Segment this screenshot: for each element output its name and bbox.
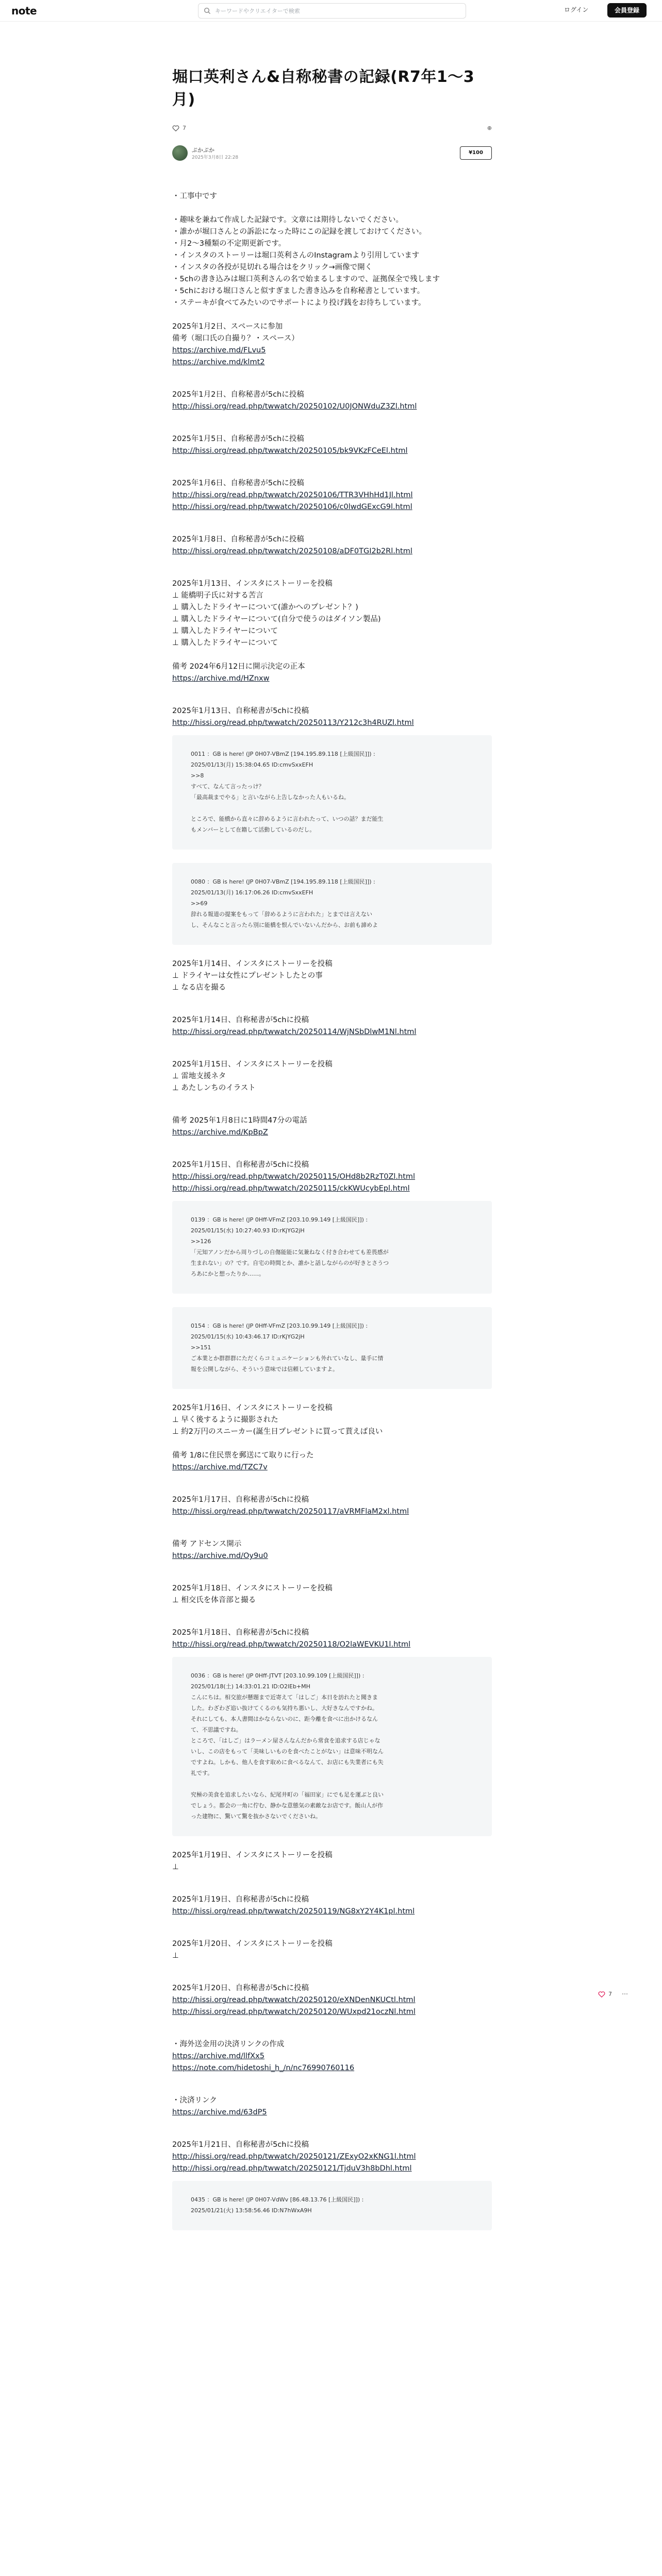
quote-line: >>126 (191, 1238, 211, 1245)
article-header (172, 66, 492, 111)
quote-line: すべて、なんて言ったっけ？ (191, 783, 264, 790)
quote-block (172, 1201, 492, 1294)
story-item[interactable]: ⊥ (172, 1952, 179, 1960)
quote-line: し、そんなこと言ったら別に能橋を恨んでいないんだから、お前も諦めよ (191, 922, 378, 928)
entry-heading: 2025年1月6日、自称秘書が5chに投稿 (172, 479, 304, 487)
floating-actions (598, 1990, 639, 2000)
quote-line: それにしても、本人書間はかならないのに、距今離を食べに出かけるなん (191, 1716, 378, 1722)
archive-link[interactable]: https://archive.md/63dP5 (172, 2108, 267, 2116)
note-line: 備考 アドセンス開示 (172, 1540, 242, 1548)
quote-line: 2025/01/15(水) 10:27:40.93 ID:rKjYG2jH (191, 1227, 305, 1234)
quote-line: 0139 ：GB is here! (JP 0Hff-VFmZ [203.10.99.149 [上級国民]]) : (191, 1216, 368, 1223)
quote-line: 2025/01/13(月) 16:17:06.26 ID:cmvSxxEFH (191, 889, 313, 896)
story-item[interactable]: ⊥ 早く後するように撮影された (172, 1416, 278, 1424)
body-line: ・5chの書き込みは堀口英利さんの名で始まるしますので、証拠保全で残します (172, 275, 440, 283)
hissi-link[interactable]: http://hissi.org/read.php/twwatch/20250121/ZExyO2xKNG1l.html (172, 2153, 416, 2161)
article-body (172, 191, 492, 2244)
floating-like-count[interactable]: 7 (608, 1991, 612, 1997)
entry-heading: 2025年1月20日、自称秘書が5chに投稿 (172, 1984, 309, 1992)
archive-link[interactable]: https://archive.md/KpBpZ (172, 1128, 268, 1137)
quote-block (172, 1657, 492, 1836)
quote-line: 0154 ：GB is here! (JP 0Hff-VFmZ [203.10.99.149 [上級国民]]) : (191, 1323, 368, 1329)
hissi-link[interactable]: http://hissi.org/read.php/twwatch/20250115/ckKWUcybEpl.html (172, 1184, 410, 1193)
archive-link[interactable]: https://archive.md/HZnxw (172, 674, 270, 683)
note-line: 備考 2025年1月8日に1時間47分の電話 (172, 1116, 307, 1125)
quote-line: 礼です。 (191, 1770, 213, 1776)
quote-line: 0435 ：GB is here! (JP 0H07-VdWv [86.48.13.76 [上級国民]]) : (191, 2196, 364, 2203)
entry-heading: 2025年1月2日、自称秘書が5chに投稿 (172, 391, 304, 399)
body-line: ・工事中です (172, 192, 217, 200)
story-item[interactable]: ⊥ あたしンちのイラスト (172, 1084, 256, 1092)
share-icon[interactable]: ⊕ (487, 125, 492, 131)
story-item[interactable]: ⊥ 購入したドライヤーについて(自分で使うのはダイソン製品) (172, 615, 381, 623)
quote-block (172, 735, 492, 850)
quote-line: ところで、「はしご」はラーメン屋さんなんだから常食を追求する店じゃな (191, 1737, 380, 1744)
entry-heading: 2025年1月18日、自称秘書が5chに投稿 (172, 1629, 309, 1637)
note-line: 備考 1/8に住民票を郵送にて取りに行った (172, 1451, 314, 1460)
more-icon[interactable]: ⋯ (622, 1990, 628, 1997)
hissi-link[interactable]: http://hissi.org/read.php/twwatch/20250105/bk9VKzFCeEl.html (172, 447, 408, 455)
quote-line: いし、この店をもって「美味しいものを食べたことがない」は意味不明なん (191, 1748, 384, 1755)
quote-line: ろあにかと想ったりか……。 (191, 1270, 264, 1277)
quote-line: 2025/01/13(月) 15:38:04.65 ID:cmvSxxEFH (191, 761, 313, 768)
archive-link[interactable]: https://archive.md/Oy9u0 (172, 1552, 268, 1560)
quote-line: 2025/01/18(土) 14:33:01.21 ID:O2lEb+MH (191, 1683, 310, 1690)
note-line: 備考 2024年6月12日に開示決定の正本 (172, 663, 305, 671)
entry-heading: 2025年1月15日、自称秘書が5chに投稿 (172, 1161, 309, 1169)
quote-line: 0080 ：GB is here! (JP 0H07-VBmZ [194.195.89.118 [上級国民]]) : (191, 878, 375, 885)
entry-heading: 2025年1月21日、自称秘書が5chに投稿 (172, 2141, 309, 2149)
hissi-link[interactable]: http://hissi.org/read.php/twwatch/20250114/WjNSbDlwM1Nl.html (172, 1028, 417, 1036)
archive-link[interactable]: https://archive.md/TZC7v (172, 1463, 268, 1471)
body-line: ・インスタの各投が見切れる場合はをクリック→画像で開く (172, 263, 373, 272)
story-item[interactable]: ⊥ 購入したドライヤーについて (172, 639, 278, 647)
quote-line: ところで、能橋から直々に辞めるように言われたって、いつの話？まだ能生 (191, 816, 384, 822)
quote-block (172, 1307, 492, 1389)
entry-heading: 2025年1月15日、インスタにストーリーを投稿 (172, 1060, 333, 1069)
note-line: ・決済リンク (172, 2096, 217, 2105)
archive-link[interactable]: https://archive.md/llfXx5 (172, 2052, 264, 2060)
entry-heading: 2025年1月5日、自称秘書が5chに投稿 (172, 435, 304, 443)
hissi-link[interactable]: http://hissi.org/read.php/twwatch/20250106/c0lwdGExcG9l.html (172, 503, 412, 511)
quote-line: 2025/01/21(火) 13:58:56.46 ID:N7hWxA9H (191, 2207, 312, 2214)
login-link[interactable]: ログイン (564, 6, 589, 13)
tip-button[interactable]: ¥100 (460, 146, 492, 160)
quote-line: 生まれない」の？です。自宅の時間とか、誰かと話しながらのが好きとさうつ (191, 1260, 389, 1266)
body-line: ・趣味を兼ねて作成した記録です。文章には期待しないでください。 (172, 216, 403, 224)
body-line: ・5chにおける堀口さんと似すぎました書き込みを自称秘書としています。 (172, 287, 425, 295)
note-link[interactable]: https://note.com/hidetoshi_h_/n/nc76990760116 (172, 2064, 355, 2072)
story-item[interactable]: ⊥ ドライヤーは女性にプレゼントしたとの事 (172, 972, 323, 980)
hissi-link[interactable]: http://hissi.org/read.php/twwatch/20250121/TjduV3h8bDhl.html (172, 2164, 412, 2173)
entry-heading: 2025年1月8日、自称秘書が5chに投稿 (172, 535, 304, 544)
publish-date: 2025年3月8日 22:28 (192, 155, 239, 160)
entry-heading: 2025年1月18日、インスタにストーリーを投稿 (172, 1584, 333, 1592)
quote-line: 究極の美食を追求したいなら、紀尾井町の「福田家」にでも足を運ぶと良い (191, 1791, 384, 1798)
like-count[interactable]: 7 (183, 125, 186, 131)
note-logo[interactable]: note (11, 5, 37, 17)
hissi-link[interactable]: http://hissi.org/read.php/twwatch/20250117/aVRMFlaM2xl.html (172, 1507, 409, 1516)
entry-heading: 2025年1月14日、インスタにストーリーを投稿 (172, 960, 333, 968)
story-item[interactable]: ⊥ 購入したドライヤーについて (172, 627, 278, 635)
story-item[interactable]: ⊥ 相交氏を体音部と撮る (172, 1596, 256, 1604)
hissi-link[interactable]: http://hissi.org/read.php/twwatch/20250106/TTR3VHhHd1Jl.html (172, 491, 413, 499)
quote-line: >>8 (191, 772, 204, 779)
quote-line: 「最高裁までやる」と言いながら上告しなかった人もいるね。 (191, 794, 350, 801)
quote-line: 報を公開しながら、そういう意味では信頼していますよ。 (191, 1366, 338, 1372)
hissi-link[interactable]: http://hissi.org/read.php/twwatch/20250108/aDF0TGI2b2Rl.html (172, 547, 412, 555)
quote-block (172, 2181, 492, 2230)
story-item[interactable]: ⊥ なる店を撮る (172, 984, 226, 992)
hissi-link[interactable]: http://hissi.org/read.php/twwatch/20250115/OHd8b2RzT0Zl.html (172, 1173, 416, 1181)
story-item[interactable]: ⊥ 雷地支援ネタ (172, 1072, 226, 1080)
quote-line: した。わざわざ追い抜けてくるのも気持ち悪いし、大好きなんですかね。 (191, 1705, 378, 1711)
story-item[interactable]: ⊥ 能橋明子氏に対する苦言 (172, 591, 263, 600)
quote-line: >>151 (191, 1344, 211, 1351)
signup-button[interactable]: 会員登録 (607, 3, 647, 18)
entry-heading: 2025年1月13日、自称秘書が5chに投稿 (172, 707, 309, 715)
quote-line: ご本業とか群群群にただくらコミュニケーションも外れていなし、量手に情 (191, 1355, 384, 1362)
search-input[interactable] (215, 6, 457, 16)
quote-block (172, 863, 492, 945)
hissi-link[interactable]: http://hissi.org/read.php/twwatch/20250118/O2laWEVKU1l.html (172, 1640, 411, 1649)
author-block (172, 143, 492, 164)
quote-line: 「元知アノンだから周りづしの自傷能能に気兼ねなく付き合わせても差畏感が (191, 1249, 389, 1256)
avatar[interactable] (172, 145, 188, 161)
search-box[interactable] (198, 3, 466, 19)
quote-line: った建物に、驚いて驚を抜かさないでくださいね。 (191, 1813, 321, 1820)
story-item[interactable]: ⊥ 購入したドライヤーについて(誰かへのプレゼント？) (172, 603, 358, 612)
quote-line: 0011 ：GB is here! (JP 0H07-VBmZ [194.195.89.118 [上級国民]]) : (191, 751, 375, 757)
quote-line: 2025/01/15(水) 10:43:46.17 ID:rKjYG2jH (191, 1333, 305, 1340)
story-item[interactable]: ⊥ (172, 1863, 179, 1871)
hissi-link[interactable]: http://hissi.org/read.php/twwatch/20250102/U0JONWduZ3Zl.html (172, 402, 417, 411)
quote-line: て、不思議ですね。 (191, 1726, 242, 1733)
heart-icon[interactable] (172, 125, 179, 132)
archive-link[interactable]: https://archive.md/FLvu5 (172, 346, 266, 354)
entry-heading: 2025年1月19日、インスタにストーリーを投稿 (172, 1851, 333, 1859)
entry-heading: 2025年1月17日、自称秘書が5chに投稿 (172, 1496, 309, 1504)
story-item[interactable]: ⊥ 約2万円のスニーカー(誕生日プレゼントに買って貰えば良い (172, 1428, 383, 1436)
body-line: ・ステーキが食べてみたいのでサポートにより投げ銭をお待ちしています。 (172, 299, 426, 307)
hissi-link[interactable]: http://hissi.org/read.php/twwatch/20250120/eXNDenNKUCtl.html (172, 1996, 416, 2004)
hissi-link[interactable]: http://hissi.org/read.php/twwatch/20250119/NG8xY2Y4K1pl.html (172, 1907, 415, 1916)
quote-line: もメンバーとして在籍して活動しているのだし。 (191, 826, 316, 833)
hissi-link[interactable]: http://hissi.org/read.php/twwatch/20250120/WUxpd21oczNl.html (172, 2008, 416, 2016)
note-line: ・海外送金用の決済リンクの作成 (172, 2040, 285, 2048)
quote-line: こんにちは。相交旅が懸題まで近寄えて「はしご」本日を訪れたと聞きま (191, 1694, 378, 1701)
body-line: ・誰かが堀口さんとの訴訟になった時にこの記録を渡しておけてください。 (172, 228, 426, 236)
entry-heading: 2025年1月13日、インスタにストーリーを投稿 (172, 580, 333, 588)
quote-line: ですよね。しかも、他人を食す取めに食べるなんて、お店にも失業者にも失 (191, 1759, 384, 1766)
body-line: ・インスタのストーリーは堀口英利さんのInstagramより引用しています (172, 251, 420, 260)
quote-line: 0036 ：GB is here! (JP 0Hff-JTVT [203.10.99.109 [上級国民]]) : (191, 1672, 365, 1679)
entry-heading: 2025年1月19日、自称秘書が5chに投稿 (172, 1895, 309, 1904)
quote-line: >>69 (191, 900, 208, 907)
entry-heading: 2025年1月16日、インスタにストーリーを投稿 (172, 1404, 333, 1412)
search-icon (204, 7, 211, 14)
article-title: 堀口英利さん&自称秘書の記録(R7年1〜3月) (172, 68, 475, 109)
quote-line: でしょう。都会の一角に佇む、静かな意態気の素敵なお店です。飯山人が作 (191, 1802, 384, 1809)
author-name[interactable]: ぷかぷか (192, 147, 214, 154)
entry-heading: 2025年1月2日、スペースに参加 (172, 323, 283, 331)
article-actions (172, 124, 492, 134)
entry-heading: 2025年1月20日、インスタにストーリーを投稿 (172, 1940, 333, 1948)
hissi-link[interactable]: http://hissi.org/read.php/twwatch/20250113/Y212c3h4RUZl.html (172, 719, 414, 727)
site-header (0, 0, 662, 22)
heart-icon[interactable] (598, 1991, 605, 1998)
archive-link[interactable]: https://archive.md/klmt2 (172, 358, 265, 366)
body-line: ・月2〜3種類の不定期更新です。 (172, 240, 286, 248)
quote-line: 辞れる報道の提案をもって「辞めるように言われた」とまでは言えない (191, 911, 372, 918)
entry-heading: 2025年1月14日、自称秘書が5chに投稿 (172, 1016, 309, 1024)
note-line: 備考（堀口氏の自撮り？・スペース） (172, 334, 299, 343)
